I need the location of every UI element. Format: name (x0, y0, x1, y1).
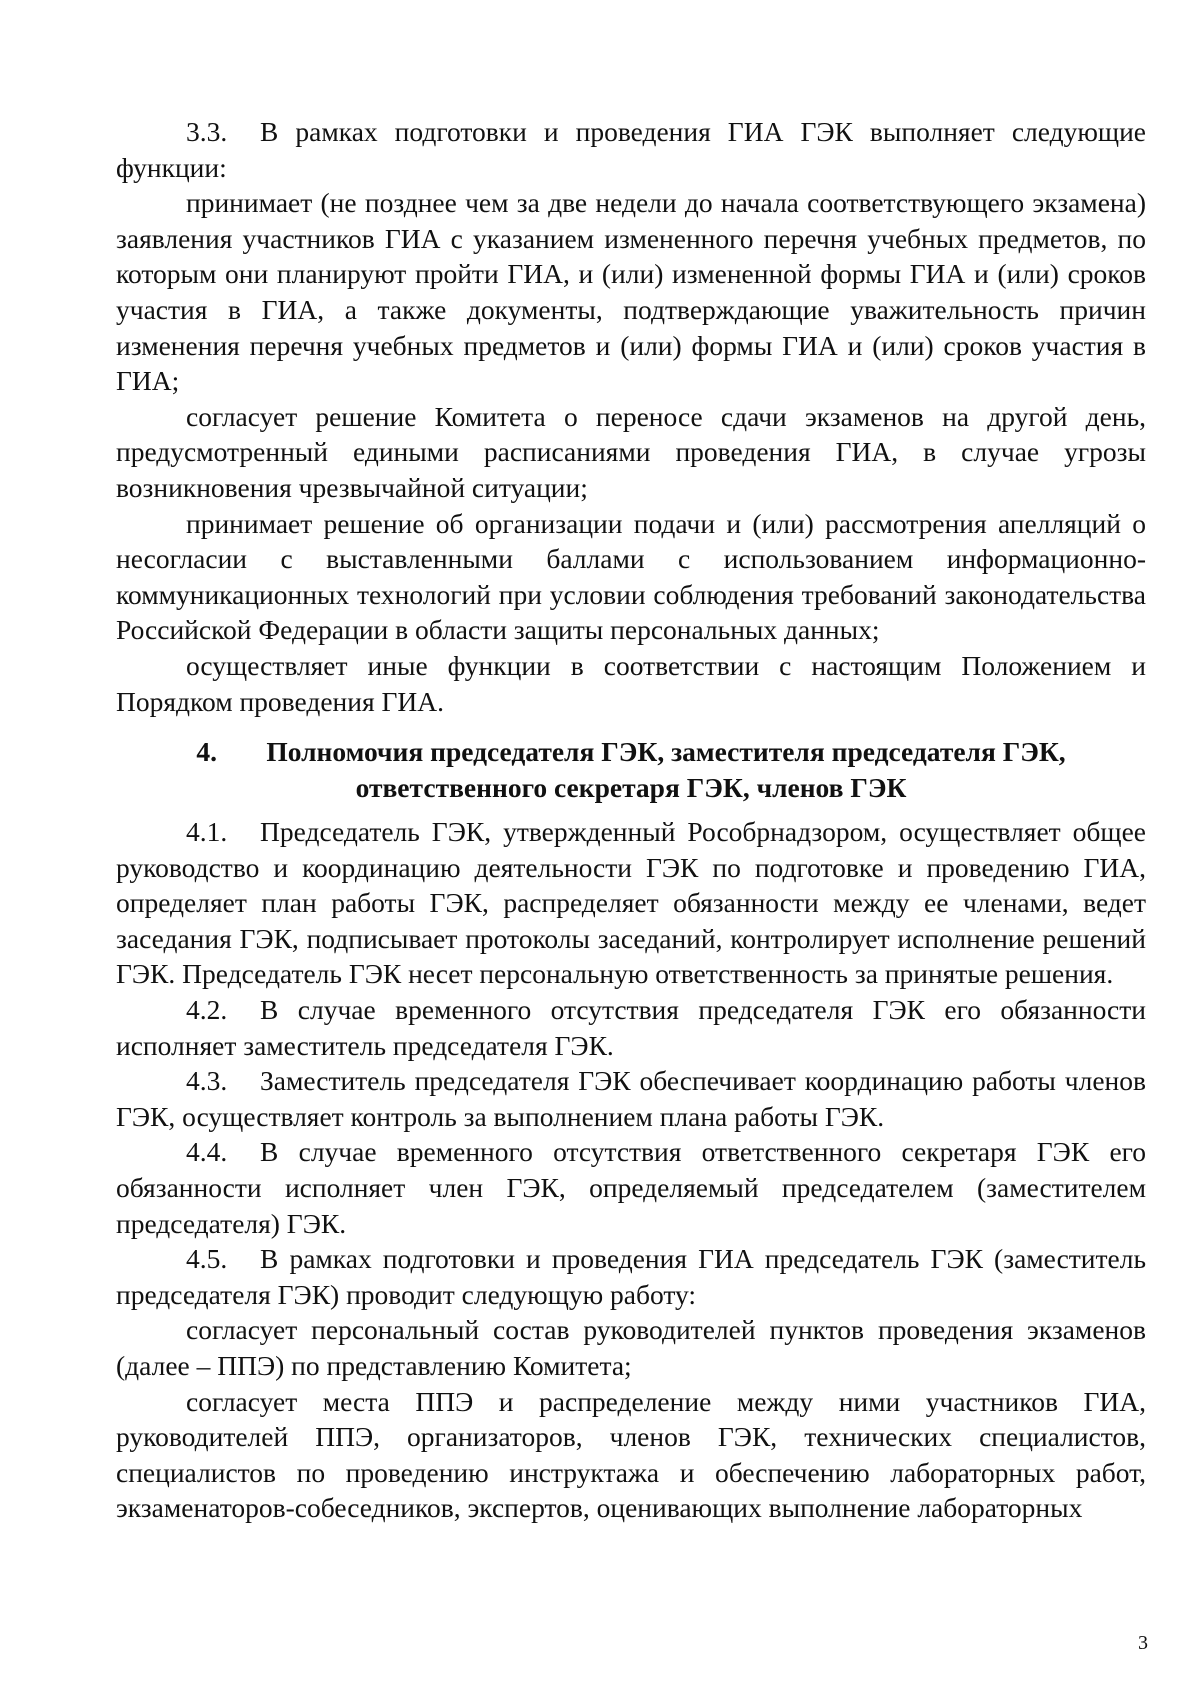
section-heading (116, 734, 1146, 806)
list-item: согласует персональный состав руководителей пунктов проведения экзаменов (далее – ППЭ) по представлению Комитета; (116, 1314, 1146, 1381)
clause-number: 4.5. (186, 1243, 228, 1275)
paragraph-4-3 (116, 1063, 1146, 1134)
list-item: принимает решение об организации подачи и (или) рассмотрения апелляций о несогласии с выставленными баллами с использованием информационно-коммуникационных технологий при условии соблюдения требований законодательства Российской Федерации в области защиты персональных данных; (116, 507, 1146, 646)
paragraph-3-3 (116, 114, 1146, 185)
clause-text: В случае временного отсутствия ответственного секретаря ГЭК его обязанности исполняет член ГЭК, определяемый председателем (заместителем председателя) ГЭК. (116, 1136, 1146, 1239)
section-title-part1: Полномочия председателя ГЭК, заместителя председателя ГЭК, (266, 736, 1066, 768)
paragraph-4-1 (116, 814, 1146, 992)
clause-text: Председатель ГЭК, утвержденный Рособрнадзором, осуществляет общее руководство и координацию деятельности ГЭК по подготовке и проведению ГИА, определяет план работы ГЭК, распределяет обязанности между ее членами, ведет заседания ГЭК, подписывает протоколы заседаний, контролирует исполнение решений ГЭК. Председатель ГЭК несет персональную ответственность за принятые решения. (116, 816, 1146, 990)
list-item: принимает (не позднее чем за две недели до начала соответствующего экзамена) заявления участников ГИА с указанием измененного перечня учебных предметов, по которым они планируют пройти ГИА, и (или) измененной формы ГИА и (или) сроков участия в ГИА, а также документы, подтверждающие уважительность причин изменения перечня учебных предметов и (или) формы ГИА и (или) сроков участия в ГИА; (116, 187, 1146, 397)
list-item: согласует решение Комитета о переносе сдачи экзаменов на другой день, предусмотренный едиными расписаниями проведения ГИА, в случае угрозы возникновения чрезвычайной ситуации; (116, 400, 1146, 503)
paragraph-4-2 (116, 992, 1146, 1063)
clause-number: 3.3. (186, 116, 228, 147)
page-number: 3 (1138, 1632, 1148, 1654)
clause-number: 4.3. (186, 1065, 228, 1097)
clause-text: Заместитель председателя ГЭК обеспечивает координацию работы членов ГЭК, осуществляет контроль за выполнением плана работы ГЭК. (116, 1065, 1146, 1132)
clause-text: В рамках подготовки и проведения ГИА ГЭК выполняет следующие функции: (116, 116, 1146, 183)
section-heading-line1 (116, 734, 1146, 770)
document-page (116, 114, 1146, 1526)
section-title-part2: ответственного секретаря ГЭК, членов ГЭК (355, 772, 907, 804)
clause-number: 4.1. (186, 816, 228, 848)
paragraph-4-5 (116, 1241, 1146, 1312)
paragraph-4-4 (116, 1134, 1146, 1241)
clause-text: В рамках подготовки и проведения ГИА председатель ГЭК (заместитель председателя ГЭК) проводит следующую работу: (116, 1243, 1146, 1310)
section-number: 4. (196, 736, 217, 768)
list-item: осуществляет иные функции в соответствии с настоящим Положением и Порядком проведения ГИА. (116, 649, 1146, 717)
list-item: согласует места ППЭ и распределение между ними участников ГИА, руководителей ППЭ, организаторов, членов ГЭК, технических специалистов, специалистов по проведению инструктажа и обеспечению лабораторных работ, экзаменаторов-собеседников, экспертов, оценивающих выполнение лабораторных (116, 1385, 1146, 1524)
clause-text: В случае временного отсутствия председателя ГЭК его обязанности исполняет заместитель председателя ГЭК. (116, 994, 1146, 1061)
clause-number: 4.2. (186, 994, 228, 1026)
clause-number: 4.4. (186, 1136, 228, 1168)
